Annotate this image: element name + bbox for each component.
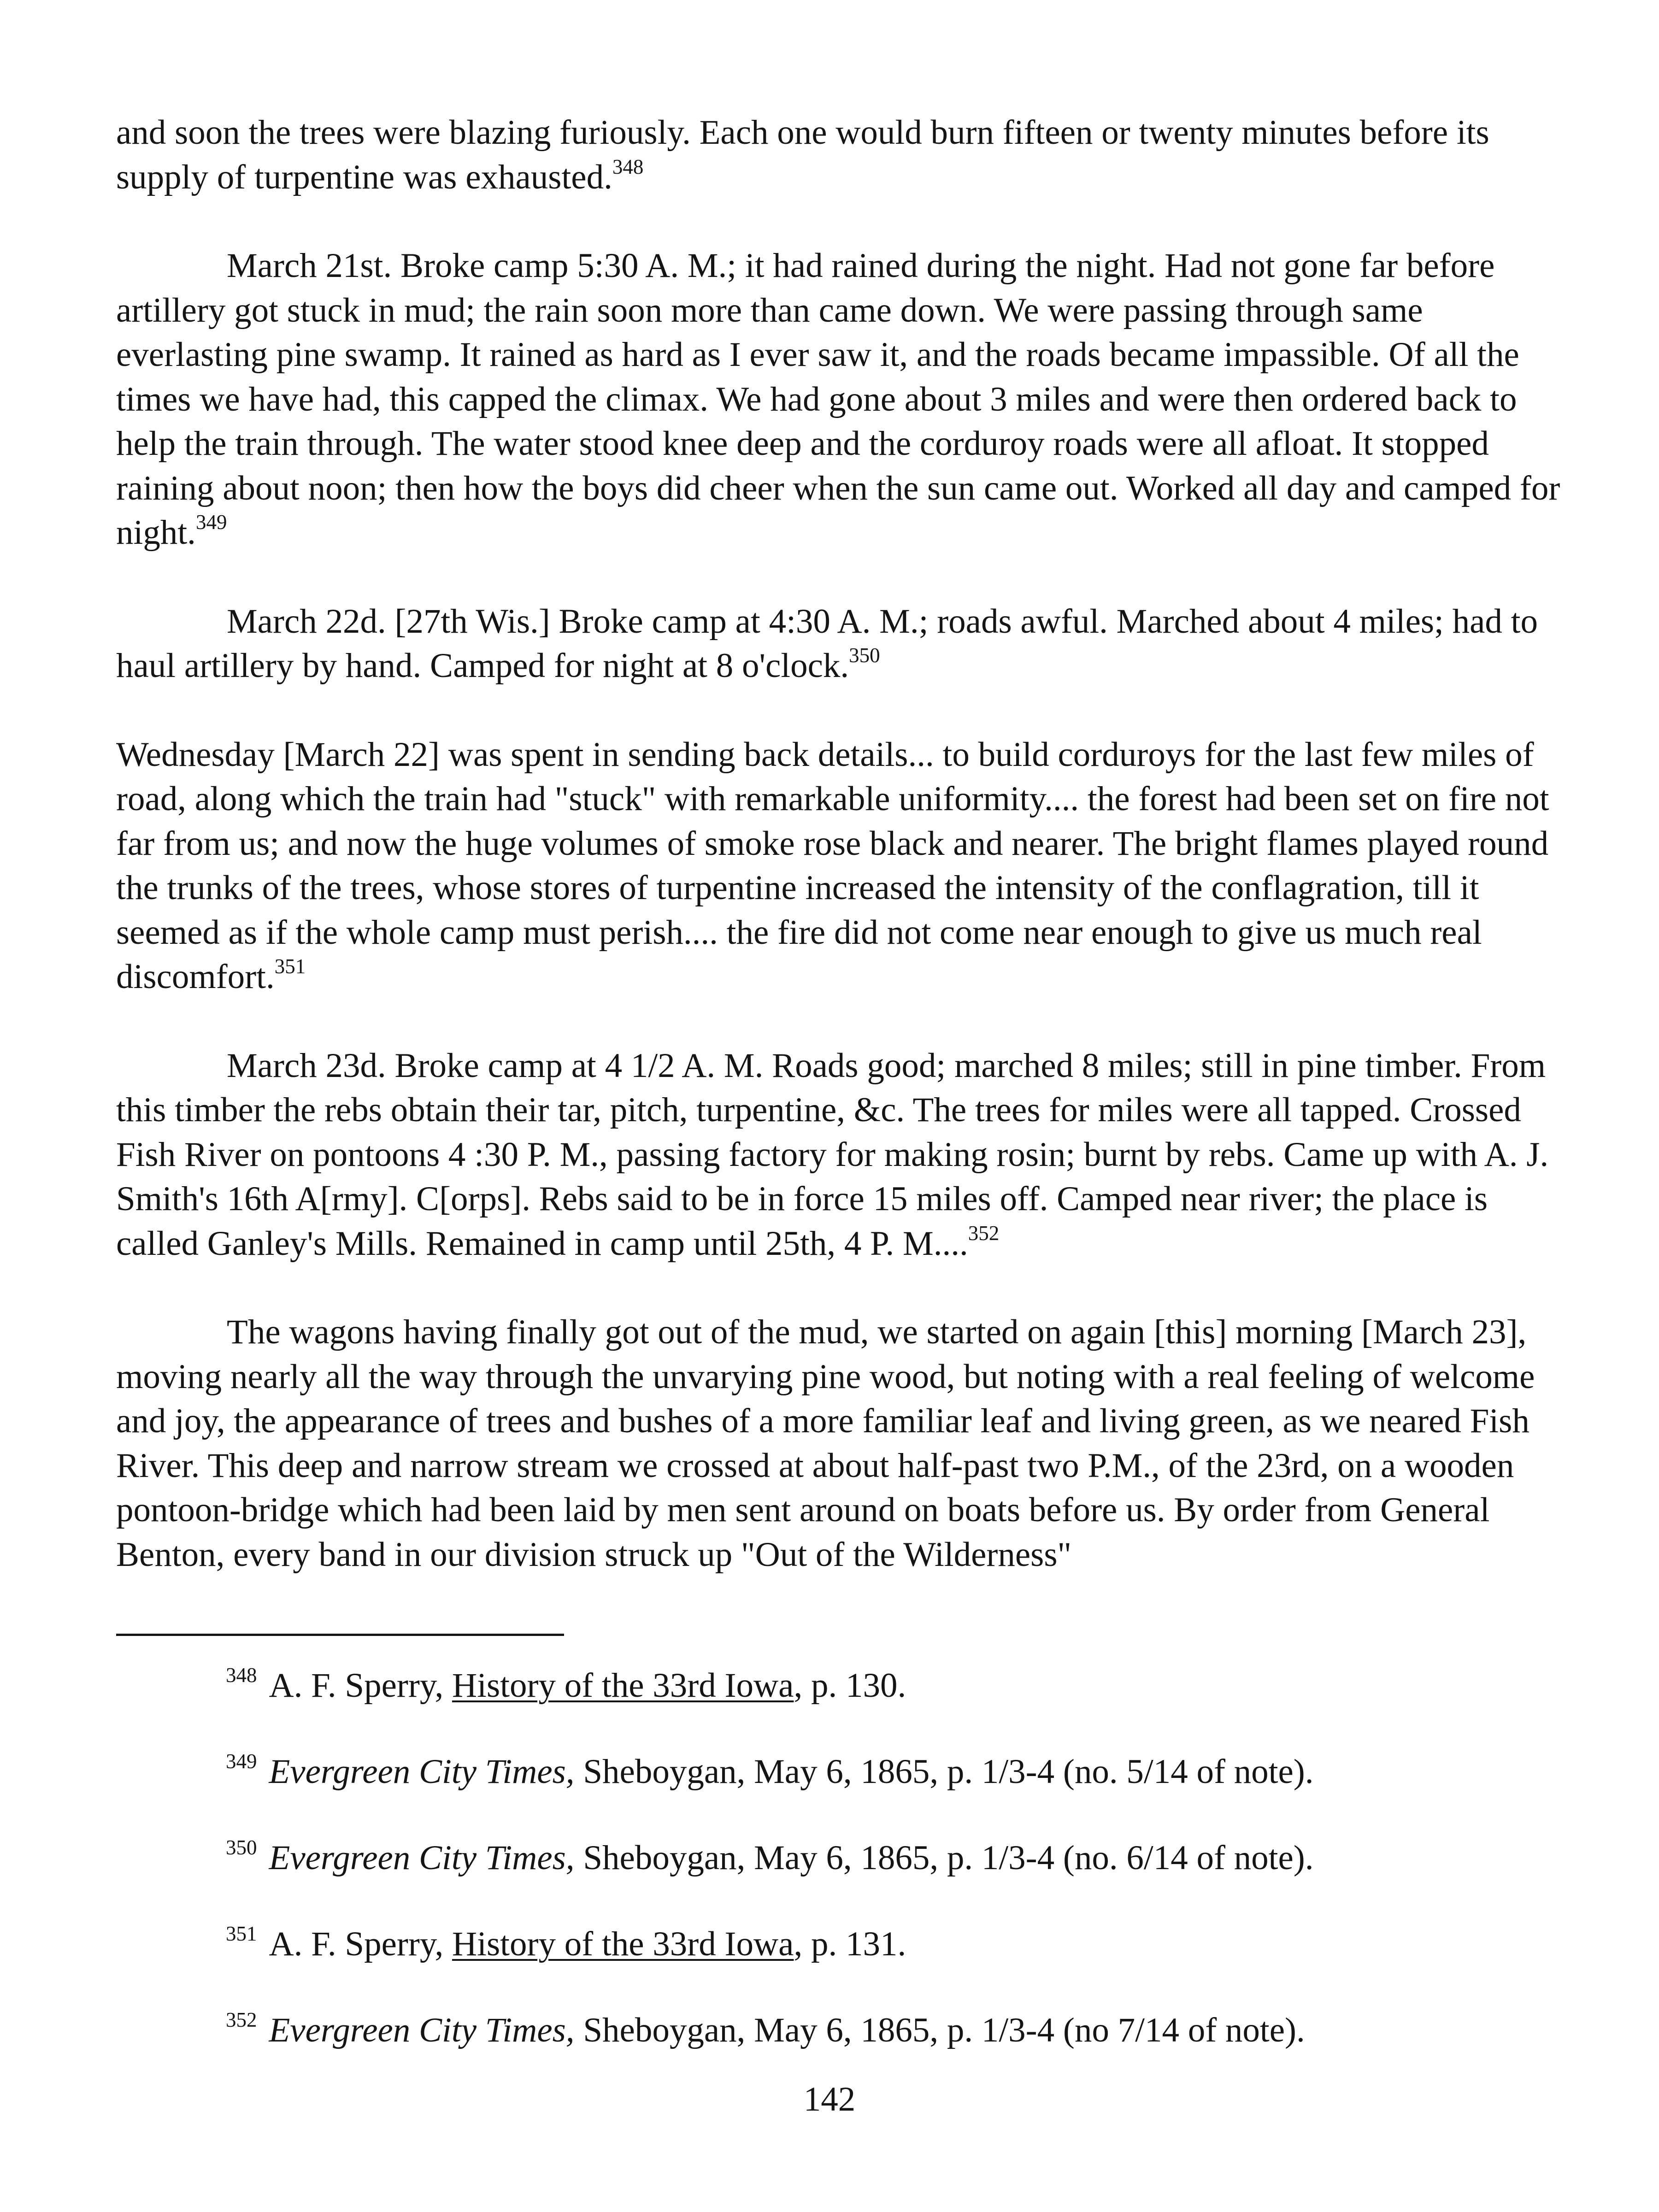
footnote-citation: , p. 131. (794, 1925, 906, 1963)
footnote-citation: , p. 130. (794, 1666, 906, 1705)
footnote-title: Evergreen City Times, (269, 2011, 575, 2049)
paragraph-march-22-text: March 22d. [27th Wis.] Broke camp at 4:30 A. M.; roads awful. Marched about 4 miles; had to haul artillery by hand. Camped for night at 8 o'clock. (116, 602, 1538, 685)
paragraph-march-23 (116, 1044, 1563, 1266)
footnotes (226, 1664, 1562, 2094)
footnote-349 (226, 1750, 1562, 1836)
note-ref-352: 352 (968, 1221, 1000, 1245)
note-ref-349: 349 (195, 511, 227, 534)
note-ref-351: 351 (274, 955, 306, 978)
footnote-title: History of the 33rd Iowa (452, 1666, 794, 1705)
body-text (116, 111, 1563, 1577)
note-ref-350: 350 (849, 644, 880, 667)
footnote-divider (116, 1634, 564, 1636)
paragraph-march-22 (116, 600, 1563, 688)
footnote-citation: Sheboygan, May 6, 1865, p. 1/3-4 (no. 6/14 of note). (574, 1839, 1314, 1877)
footnote-number: 348 (226, 1664, 257, 1687)
paragraph-march-21 (116, 244, 1563, 555)
paragraph-wagons-text: The wagons having finally got out of the mud, we started on again [this] morning [March 23], moving nearly all the way through the unvarying pine wood, but noting with a real feeling of welcome and joy, the appearance of trees and bushes of a more familiar leaf and living green, as we neared Fish River. This deep and narrow stream we crossed at about half-past two P.M., of the 23rd, on a wooden pontoon-bridge which had been laid by men sent around on boats before us. By order from General Benton, every band in our division struck up "Out of the Wilderness" (116, 1313, 1535, 1574)
paragraph-wednesday-quote (116, 733, 1563, 1000)
paragraph-march-21-text: March 21st. Broke camp 5:30 A. M.; it had rained during the night. Had not gone far before artillery got stuck in mud; the rain soon more than came down. We were passing through same everlasting pine swamp. It rained as hard as I ever saw it, and the roads became impassible. Of all the times we have had, this capped the climax. We had gone about 3 miles and were then ordered back to help the train through. The water stood knee deep and the corduroy roads were all afloat. It stopped raining about noon; then how the boys did cheer when the sun came out. Worked all day and camped for night. (116, 247, 1560, 552)
footnote-citation: Sheboygan, May 6, 1865, p. 1/3-4 (no. 5/14 of note). (574, 1753, 1314, 1791)
footnote-author: A. F. Sperry, (269, 1925, 452, 1963)
footnote-author: A. F. Sperry, (269, 1666, 452, 1705)
footnote-number: 352 (226, 2008, 257, 2031)
paragraph-wagons (116, 1310, 1563, 1577)
page-number: 142 (803, 2080, 856, 2118)
paragraph-march-23-text: March 23d. Broke camp at 4 1/2 A. M. Roads good; marched 8 miles; still in pine timber. From this timber the rebs obtain their tar, pitch, turpentine, &c. The trees for miles were all tapped. Crossed Fish River on pontoons 4 :30 P. M., passing factory for making rosin; burnt by rebs. Came up with A. J. Smith's 16th A[rmy]. C[orps]. Rebs said to be in force 15 miles off. Camped near river; the place is called Ganley's Mills. Remained in camp until 25th, 4 P. M.... (116, 1046, 1549, 1263)
footnote-348 (226, 1664, 1562, 1750)
note-ref-348: 348 (612, 155, 644, 178)
footnote-number: 350 (226, 1836, 257, 1859)
footnote-number: 349 (226, 1750, 257, 1773)
footnote-title: History of the 33rd Iowa (452, 1925, 794, 1963)
footnote-351 (226, 1922, 1562, 2008)
footnote-citation: Sheboygan, May 6, 1865, p. 1/3-4 (no 7/14 of note). (574, 2011, 1305, 2049)
footnote-title: Evergreen City Times, (269, 1753, 575, 1791)
footnote-350 (226, 1836, 1562, 1922)
paragraph-1-text: and soon the trees were blazing furiously. Each one would burn fifteen or twenty minutes before its supply of turpentine was exhausted. (116, 113, 1489, 196)
footnote-title: Evergreen City Times, (269, 1839, 575, 1877)
paragraph-wednesday-quote-text: Wednesday [March 22] was spent in sending back details... to build corduroys for the last few miles of road, along which the train had "stuck" with remarkable uniformity.... the forest had been set on fire not far from us; and now the huge volumes of smoke rose black and nearer. The bright flames played round the trunks of the trees, whose stores of turpentine increased the intensity of the conflagration, till it seemed as if the whole camp must perish.... the fire did not come near enough to give us much real discomfort. (116, 735, 1549, 996)
footnote-number: 351 (226, 1922, 257, 1945)
paragraph-1 (116, 111, 1563, 200)
